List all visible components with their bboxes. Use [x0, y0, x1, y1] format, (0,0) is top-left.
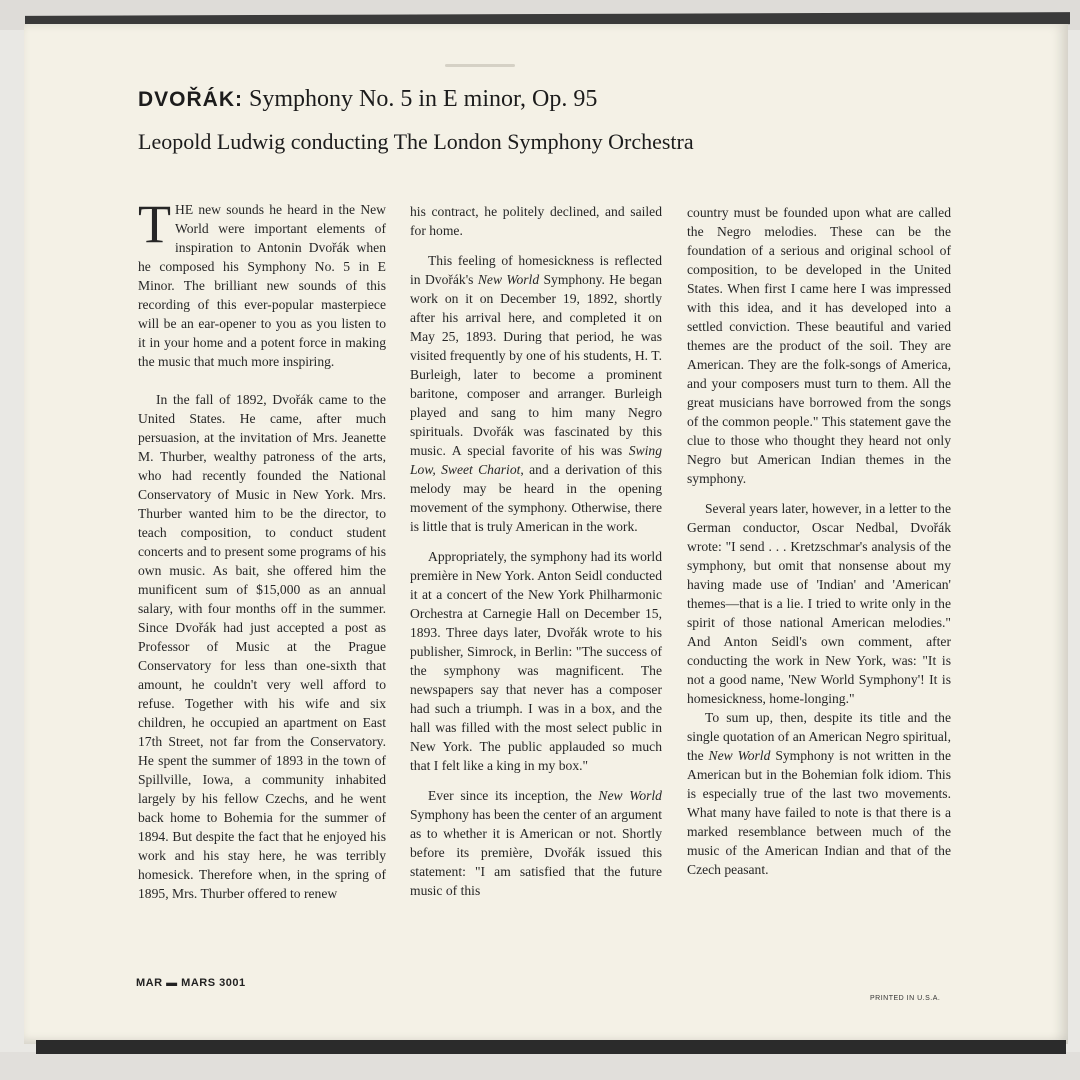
drop-cap: T [138, 194, 171, 254]
notes-italic: Swing Low, Sweet Chariot [410, 443, 662, 477]
notes-paragraph [687, 708, 951, 879]
notes-text: HE new sounds he heard in the New World were important elements of inspiration to Antonin Dvořák when he composed his Symphony No. 5 in E Minor. The brilliant new sounds of this recording of this ever-popular masterpiece will be an ear-opener to you as you listen to it in your home and a potent force in making the music that much more inspiring. [138, 202, 386, 369]
notes-column-2 [410, 202, 662, 900]
notes-paragraph: country must be founded upon what are called the Negro melodies. These can be the foundation of a serious and original school of composition, to be developed in the United States. When first I came here I was impressed with this idea, and it has developed into a settled conviction. These beautiful and varied themes are the product of the soil. They are American. They are the folk-songs of America, and your composers must turn to them. All the great musicians have borrowed from the songs of the common people." This statement gave the clue to those who thought they heard not only Negro but American Indian themes in the symphony. [687, 205, 951, 486]
notes-column-3 [687, 203, 951, 879]
printed-in-usa: PRINTED IN U.S.A. [870, 995, 941, 1002]
notes-paragraph [138, 194, 386, 371]
catalog-number: MAR ▬ MARS 3001 [136, 977, 246, 989]
notes-text: Symphony is not written in the American but in the Bohemian folk idiom. This is especially true of the last two movements. What many have failed to note is that there is a marked resemblance between much of the music of the American Indian and that of the Czech peasant. [687, 748, 951, 877]
notes-text: To sum up, then, despite its title and the single quotation of an American Negro spiritual, the [687, 710, 951, 763]
notes-italic: New World [477, 272, 540, 287]
album-title [138, 86, 597, 113]
notes-paragraph: his contract, he politely declined, and sailed for home. [410, 204, 662, 238]
work-title: Symphony No. 5 in E minor, Op. 95 [249, 86, 598, 112]
composer-name: DVOŘÁK: [138, 88, 243, 111]
background-bottom [0, 1052, 1080, 1080]
notes-paragraph [410, 786, 662, 900]
notes-italic: New World [708, 748, 771, 763]
notes-paragraph: In the fall of 1892, Dvořák came to the United States. He came, after much persuasion, at the invitation of Mrs. Jeanette M. Thurber, wealthy patroness of the arts, who had recently founded the National Conservatory of Music in New York. Mrs. Thurber wanted him to be the director, to teach composition, to conduct student concerts and to present some programs of his own music. As bait, she offered him the munificent sum of $15,000 as an annual salary, with four months off in the summer. Since Dvořák had just accepted a post as Professor of Music at the Prague Conservatory for less than one-sixth that amount, he couldn't very well afford to refuse. Together with his wife and six children, he occupied an apartment on East 17th Street, not far from the Conservatory. He spent the summer of 1893 in the town of Spillville, Iowa, a community inhabited largely by his fellow Czechs, and he went back home to Bohemia for the summer of 1894. But despite the fact that he enjoyed his work and his stay here, he was terribly homesick. Therefore when, in the spring of 1895, Mrs. Thurber offered to renew [138, 392, 386, 901]
notes-text: This feeling of homesickness is reflected in Dvořák's [410, 253, 662, 287]
notes-text: Symphony. He began work on it on December 19, 1892, shortly after his arrival here, and completed it on May 25, 1893. During that period, he was visited frequently by one of his students, H. T. Burleigh, later to become a prominent baritone, composer and arranger. Burleigh played and sang to him many Negro spirituals. Dvořák was fascinated by this music. A special favorite of his was [410, 272, 662, 458]
notes-column-1 [138, 194, 386, 903]
sleeve-bottom-edge [36, 1040, 1066, 1054]
performers-line: Leopold Ludwig conducting The London Symphony Orchestra [138, 129, 694, 154]
notes-text: Symphony has been the center of an argument as to whether it is American or not. Shortly before its première, Dvořák issued this statement: "I am satisfied that the future music of this [410, 807, 662, 898]
notes-text: Ever since its inception, the [428, 788, 599, 803]
notes-italic: New World [598, 788, 662, 803]
smudge-mark [445, 64, 515, 67]
notes-paragraph [410, 251, 662, 536]
notes-text: , and a derivation of this melody may be heard in the opening movement of the symphony. Otherwise, there is little that is truly American in the work. [410, 462, 662, 534]
notes-paragraph: Several years later, however, in a letter to the German conductor, Oscar Nedbal, Dvořák wrote: "I send . . . Kretzschmar's analysis of the symphony, but omit that nonsense about my having made use of 'Indian' and 'American' themes—that is a lie. I tried to write only in the spirit of those national American melodies." And Anton Seidl's own comment, after conducting the work in New York, was: "It is not a good name, 'New World Symphony'! It is homesickness, home-longing." [687, 501, 951, 706]
notes-paragraph: Appropriately, the symphony had its world première in New York. Anton Seidl conducted it at a concert of the New York Philharmonic Orchestra at Carnegie Hall on December 15, 1893. Three days later, Dvořák wrote to his publisher, Simrock, in Berlin: "The success of the symphony was magnificent. The newspapers say that never has a composer had such a triumph. I was in a box, and the hall was filled with the most select public in New York. The public applauded so much that I felt like a king in my box." [410, 549, 662, 773]
